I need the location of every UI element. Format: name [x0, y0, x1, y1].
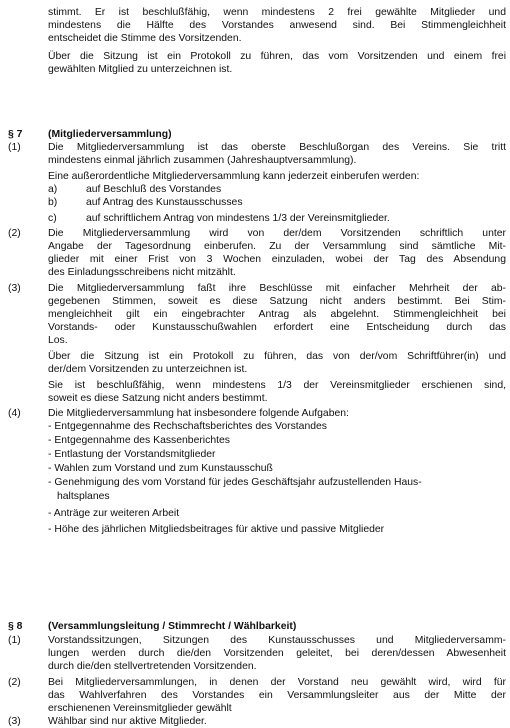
text-line: gegebenen Stimmen, soweit es diese Satzung nicht anders bestimmt. Bei Stim- [48, 296, 506, 307]
text-line: entscheidet die Stimme des Vorsitzenden. [48, 33, 242, 44]
section-number: § 8 [8, 621, 23, 632]
paragraph-number: (1) [8, 142, 21, 153]
list-item: - Entgegennahme des Rechschaftsberichtes des Vorstandes [48, 421, 327, 432]
text-line: Die Mitgliederversammlung hat insbesondere folgende Aufgaben: [48, 408, 349, 419]
list-item: - Höhe des jährlichen Mitgliedsbeitrages für aktive und passive Mitglieder [48, 524, 385, 535]
list-item-label: b) [48, 197, 58, 208]
list-item: auf Antrag des Kunstausschusses [86, 197, 243, 208]
text-line: Wählbar sind nur aktive Mitglieder. [48, 716, 207, 727]
list-item: - Wahlen zum Vorstand und zum Kunstausschuß [48, 463, 273, 474]
text-line: des Einladungsschreibens nicht mitzählt. [48, 267, 236, 278]
list-item: auf schriftlichem Antrag von mindestens 1/3 der Vereinsmitglieder. [86, 213, 390, 224]
text-line: Los. [48, 335, 68, 346]
text-line: Die Mitgliederversammlung wird von der/dem Vorsitzenden schriftlich unter [48, 228, 506, 239]
text-line: gewählten Mitglied zu unterzeichnen ist. [48, 64, 233, 75]
list-item: auf Beschluß des Vorstandes [86, 184, 222, 195]
list-item: - Entlastung der Vorstandsmitglieder [48, 449, 216, 460]
paragraph-number: (3) [8, 283, 21, 294]
text-line: Vorstandssitzungen, Sitzungen des Kunstausschusses und Mitgliederversamm- [48, 635, 506, 646]
paragraph-number: (3) [8, 716, 21, 727]
text-line: Eine außerordentliche Mitgliederversammlung kann jederzeit einberufen werden: [48, 171, 420, 182]
text-line: glieder mit einer Frist von 3 Wochen einzuladen, wobei der Tag des Absendung [48, 254, 506, 265]
paragraph-number: (4) [8, 408, 21, 419]
list-item: - Anträge zur weiteren Arbeit [48, 508, 180, 519]
list-item-label: c) [48, 213, 57, 224]
list-item: - Genehmigung des vom Vorstand für jedes Geschäftsjahr aufzustellenden Haus- [48, 477, 422, 488]
text-line: mindestens die Hälfte des Vorstandes anwesend sind. Bei Stimmengleichheit [48, 20, 506, 31]
section-title: (Versammlungsleitung / Stimmrecht / Wählbarkeit) [48, 621, 297, 632]
list-item: - Entgegennahme des Kassenberichtes [48, 435, 230, 446]
text-line: Über die Sitzung ist ein Protokoll zu führen, das vom Vorsitzenden und einem frei [48, 51, 506, 62]
text-line: Bei Mitgliederversammlungen, in denen der Vorstand neu gewählt wird, wird für [48, 677, 506, 688]
text-line: soweit es diese Satzung nicht anders bestimmt. [48, 393, 268, 404]
text-line: erschienenen Vereinsmitglieder gewählt [48, 703, 232, 714]
list-item-label: a) [48, 184, 58, 195]
paragraph-number: (2) [8, 228, 21, 239]
text-line: Angabe der Tagesordnung einberufen. Zu der Versammlung sind sämtliche Mit- [48, 241, 506, 252]
text-line: Die Mitgliederversammlung ist das oberste Beschlußorgan des Vereins. Sie tritt [48, 142, 506, 153]
list-item: haltsplanes [57, 491, 110, 502]
text-line: lungen werden durch die/den Vorsitzenden geleitet, bei deren/dessen Abwesenheit [48, 648, 506, 659]
section-title: (Mitgliederversammlung) [48, 129, 172, 140]
text-line: mengleichheit gilt ein eingebrachter Antrag als abgelehnt. Stimmengleichheit bei [48, 309, 506, 320]
section-number: § 7 [8, 129, 23, 140]
text-line: Sie ist beschlußfähig, wenn mindestens 1/3 der Vereinsmitglieder erschienen sind, [48, 380, 506, 391]
text-line: Über die Sitzung ist ein Protokoll zu führen, das von der/vom Schriftführer(in) und [48, 351, 506, 362]
text-line: Die Mitgliederversammlung faßt ihre Beschlüsse mit einfacher Mehrheit der ab- [48, 283, 506, 294]
text-line: der/dem Vorsitzenden zu unterzeichnen ist. [48, 364, 248, 375]
text-line: stimmt. Er ist beschlußfähig, wenn mindestens 2 frei gewählte Mitglieder und [48, 7, 506, 18]
text-line: das Wahlverfahren des Vorstandes ein Versammlungsleiter aus der Mitte der [48, 690, 506, 701]
paragraph-number: (2) [8, 677, 21, 688]
text-line: Vorstands- oder Kunstausschußwahlen erfordert eine Entscheidung durch das [48, 322, 506, 333]
text-line: mindestens einmal jährlich zusammen (Jahreshauptversammlung). [48, 155, 357, 166]
text-line: durch die/den stellvertretenden Vorsitzenden. [48, 661, 257, 672]
paragraph-number: (1) [8, 635, 21, 646]
